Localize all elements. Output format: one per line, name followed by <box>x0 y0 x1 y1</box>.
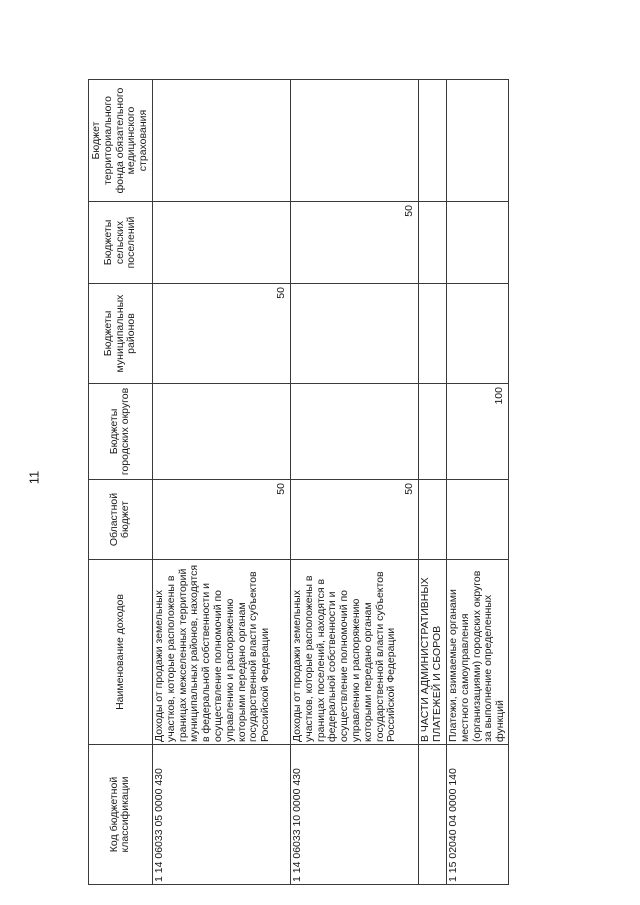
cell-code: 1 14 06033 10 0000 430 <box>290 745 418 885</box>
cell-tfoms <box>152 80 290 202</box>
income-table <box>88 79 509 885</box>
cell-regional: 50 <box>152 480 290 560</box>
header-tfoms: Бюджет территориального фонда обязательного медицинского страхования <box>89 80 153 202</box>
table-row <box>290 80 418 885</box>
cell-regional <box>446 480 508 560</box>
cell-rural <box>418 202 446 284</box>
cell-name: Доходы от продажи земельных участков, которые расположены в границах поселений, находятся в федеральной собственности и осуществление полномочий по управлению и распоряжению которыми передано органам государственной власти субъектов Российской Федерации <box>290 560 418 745</box>
cell-code: 1 15 02040 04 0000 140 <box>446 745 508 885</box>
cell-municipal: 50 <box>152 284 290 384</box>
section-row <box>418 80 446 885</box>
cell-rural <box>152 202 290 284</box>
page-number: 11 <box>26 470 42 485</box>
header-row <box>89 80 153 885</box>
header-name: Наименование доходов <box>89 560 153 745</box>
header-code: Код бюджетной классификации <box>89 745 153 885</box>
cell-municipal <box>290 284 418 384</box>
cell-city <box>418 384 446 480</box>
cell-code: 1 14 06033 05 0000 430 <box>152 745 290 885</box>
cell-rural: 50 <box>290 202 418 284</box>
cell-regional <box>418 480 446 560</box>
cell-code <box>418 745 446 885</box>
cell-rural <box>446 202 508 284</box>
cell-city <box>290 384 418 480</box>
income-table-rotated <box>88 80 507 885</box>
cell-tfoms <box>446 80 508 202</box>
section-title: В ЧАСТИ АДМИНИСТРАТИВНЫХ ПЛАТЕЖЕЙ И СБОРОВ <box>418 560 446 745</box>
header-rural: Бюджеты сельских поселений <box>89 202 153 284</box>
cell-tfoms <box>418 80 446 202</box>
header-regional: Областной бюджет <box>89 480 153 560</box>
cell-regional: 50 <box>290 480 418 560</box>
cell-city: 100 <box>446 384 508 480</box>
table-row <box>152 80 290 885</box>
cell-city <box>152 384 290 480</box>
cell-name: Платежи, взимаемые органами местного самоуправления (организациями) городских округов за выполнение определенных функций <box>446 560 508 745</box>
cell-municipal <box>446 284 508 384</box>
table-row <box>446 80 508 885</box>
cell-tfoms <box>290 80 418 202</box>
header-city: Бюджеты городских округов <box>89 384 153 480</box>
header-municipal: Бюджеты муниципальных районов <box>89 284 153 384</box>
cell-municipal <box>418 284 446 384</box>
cell-name: Доходы от продажи земельных участков, которые расположены в границах межселенных территорий муниципальных районов, находятся в федеральной собственности и осуществление полномочий по управлению и распоряжению которыми передано органам государственной власти субъектов Российской Федерации <box>152 560 290 745</box>
